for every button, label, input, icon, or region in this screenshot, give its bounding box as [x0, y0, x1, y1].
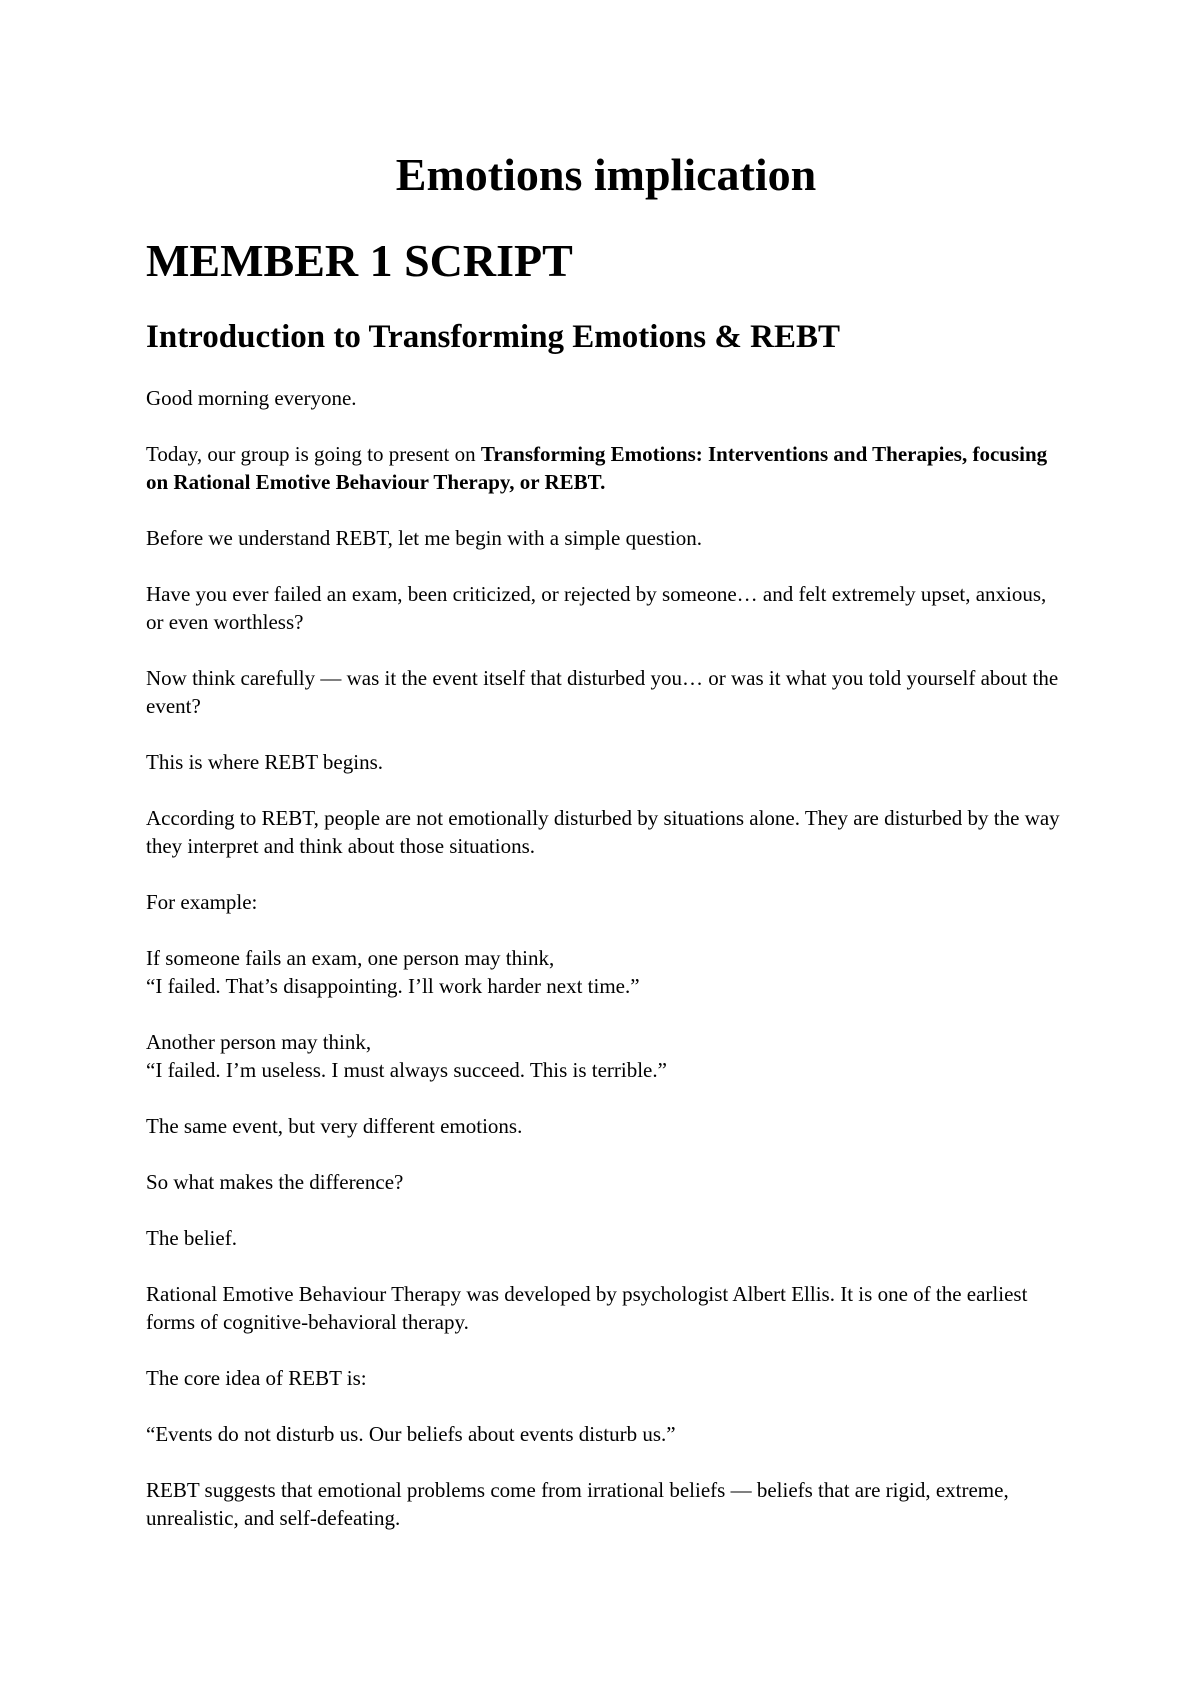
paragraph-according: According to REBT, people are not emotionally disturbed by situations alone. They are disturbed by the way they interpret and think about those situations.: [146, 806, 1060, 858]
example-one-line-1: If someone fails an exam, one person may think,: [146, 946, 555, 970]
paragraph-example-one: [146, 944, 1066, 1000]
document-body: [146, 146, 1066, 1532]
document-title: Emotions implication: [395, 149, 817, 200]
paragraph-question-intro: Before we understand REBT, let me begin with a simple question.: [146, 526, 702, 550]
paragraph-greeting: Good morning everyone.: [146, 386, 357, 410]
paragraph-topic: [146, 440, 1066, 496]
paragraph-question: Have you ever failed an exam, been criticized, or rejected by someone… and felt extremely upset, anxious, or even worthless?: [146, 582, 1047, 634]
section-heading: Introduction to Transforming Emotions & REBT: [146, 319, 840, 355]
example-two-line-2: “I failed. I’m useless. I must always succeed. This is terrible.”: [146, 1058, 667, 1082]
paragraph-for-example: For example:: [146, 890, 258, 914]
paragraph-core-idea: The core idea of REBT is:: [146, 1366, 367, 1390]
paragraph-example-two: [146, 1028, 1066, 1084]
paragraph-topic-lead: Today, our group is going to present on: [146, 442, 481, 466]
paragraph-belief: The belief.: [146, 1226, 237, 1250]
paragraph-think: Now think carefully — was it the event itself that disturbed you… or was it what you told yourself about the event?: [146, 666, 1059, 718]
paragraph-irrational-beliefs: REBT suggests that emotional problems come from irrational beliefs — beliefs that are rigid, extreme, unrealistic, and self-defeating.: [146, 1478, 1009, 1530]
paragraph-ellis: Rational Emotive Behaviour Therapy was developed by psychologist Albert Ellis. It is one of the earliest forms of cognitive-behavioral therapy.: [146, 1282, 1028, 1334]
paragraph-difference: So what makes the difference?: [146, 1170, 404, 1194]
paragraph-rebt-begins: This is where REBT begins.: [146, 750, 384, 774]
paragraph-same-event: The same event, but very different emotions.: [146, 1114, 523, 1138]
member-heading: MEMBER 1 SCRIPT: [146, 235, 573, 286]
paragraph-quote: “Events do not disturb us. Our beliefs about events disturb us.”: [146, 1422, 676, 1446]
example-one-line-2: “I failed. That’s disappointing. I’ll work harder next time.”: [146, 974, 640, 998]
example-two-line-1: Another person may think,: [146, 1030, 372, 1054]
paragraph-topic-bold: Transforming Emotions: Interventions and Therapies, focusing on Rational Emotive Behaviour Therapy, or REBT.: [146, 442, 1048, 494]
